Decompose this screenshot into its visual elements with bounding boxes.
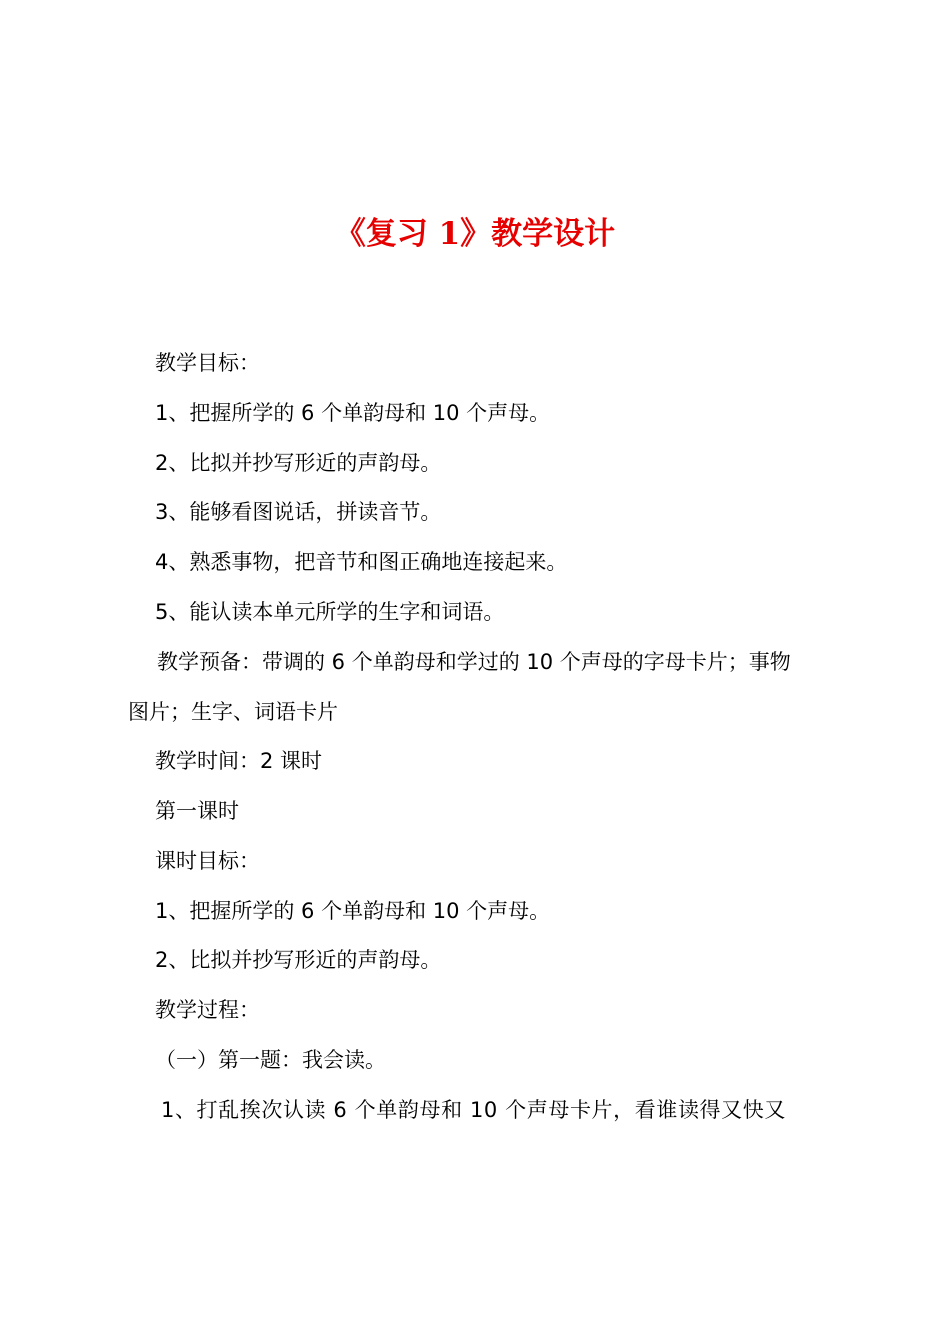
document-title: 《复习 1》教学设计 [334,216,616,252]
text-line: 教学过程： [155,998,260,1022]
text-line: 第一课时 [155,799,239,823]
text-line: 1、把握所学的 6 个单韵母和 10 个声母。 [155,401,551,425]
text-line: （一）第一题：我会读。 [155,1048,386,1072]
text-line: 2、比拟并抄写形近的声韵母。 [155,948,442,972]
text-line: 1、把握所学的 6 个单韵母和 10 个声母。 [155,899,551,923]
text-line: 课时目标： [155,849,260,873]
text-line: 5、能认读本单元所学的生字和词语。 [155,600,505,624]
text-line: 教学目标： [155,351,260,375]
text-line: 3、能够看图说话，拼读音节。 [155,500,442,524]
text-line: 教学时间：2 课时 [155,749,323,773]
text-line: 2、比拟并抄写形近的声韵母。 [155,451,442,475]
text-line: 4、熟悉事物，把音节和图正确地连接起来。 [155,550,568,574]
text-line: 1、打乱挨次认读 6 个单韵母和 10 个声母卡片，看谁读得又快又 [161,1098,786,1122]
text-line: 图片；生字、词语卡片 [128,700,338,724]
text-line: 教学预备：带调的 6 个单韵母和学过的 10 个声母的字母卡片；事物 [157,650,791,674]
